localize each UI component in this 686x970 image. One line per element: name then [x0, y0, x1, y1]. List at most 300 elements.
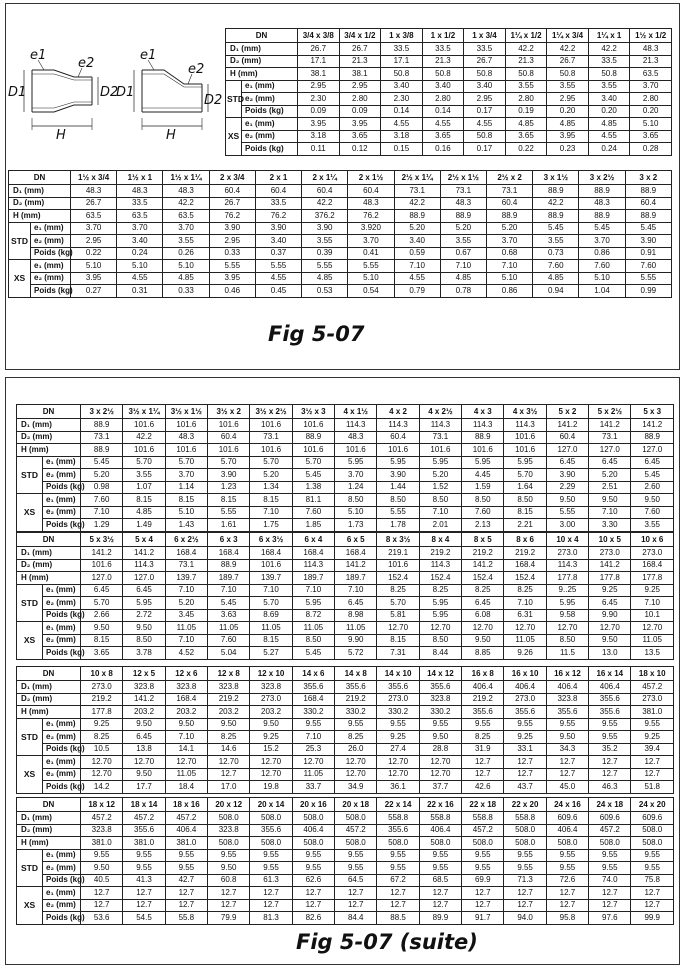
dn-header: DN — [17, 667, 81, 681]
table-cell: 76.2 — [255, 210, 301, 223]
table-cell: 508.0 — [250, 837, 292, 850]
table-cell: 3.55 — [440, 235, 486, 248]
table-cell: 8.50 — [504, 494, 546, 507]
table-cell: 8.50 — [335, 494, 377, 507]
table-row — [17, 481, 674, 494]
table-cell: 381.0 — [123, 837, 165, 850]
table-cell: 73.1 — [250, 431, 292, 444]
table-cell: 3.30 — [589, 519, 631, 532]
table-cell: 6.45 — [462, 597, 504, 610]
table-cell: 11.5 — [546, 647, 588, 660]
table-cell: 12.70 — [377, 768, 419, 781]
table-cell: 2.95 — [464, 93, 506, 106]
table-cell: 36.1 — [377, 781, 419, 794]
table-cell: 3.95 — [209, 272, 255, 285]
table-row — [17, 912, 674, 925]
table-cell: 114.3 — [462, 419, 504, 432]
dn-column-header: 2 x 1¼ — [302, 171, 348, 185]
e1-label: e1 — [140, 48, 157, 63]
table-cell: 3.70 — [165, 469, 207, 482]
table-cell: 12.7 — [589, 756, 631, 769]
table-cell: 12.7 — [462, 887, 504, 900]
table-cell: 9.25 — [631, 584, 674, 597]
table-cell: 88.9 — [440, 210, 486, 223]
dn-column-header: 10 x 8 — [81, 667, 123, 681]
table-cell: 152.4 — [462, 572, 504, 585]
dn-column-header: 18 x 16 — [165, 798, 207, 812]
table-cell: 114.3 — [335, 419, 377, 432]
table-cell: 0.09 — [298, 105, 340, 118]
table-cell: 2.29 — [546, 481, 588, 494]
table-cell: 8.50 — [292, 634, 334, 647]
table-cell: 7.10 — [335, 584, 377, 597]
table-cell: 6.45 — [123, 584, 165, 597]
dn-column-header: 2½ x 1½ — [440, 171, 486, 185]
table-cell: 114.3 — [419, 419, 461, 432]
table-cell: 101.6 — [335, 444, 377, 457]
table-cell: 5.55 — [546, 506, 588, 519]
table-cell: 27.4 — [377, 743, 419, 756]
dn-column-header: 18 x 12 — [81, 798, 123, 812]
table-cell: 2.66 — [81, 609, 123, 622]
dn-column-header: 2 x 1 — [255, 171, 301, 185]
table-cell: 3.55 — [631, 519, 674, 532]
table-cell: 9.55 — [504, 862, 546, 875]
table-cell: 8.15 — [504, 506, 546, 519]
table-cell: 101.6 — [462, 444, 504, 457]
table-cell: 26.7 — [298, 43, 340, 56]
table-cell: 6.45 — [335, 597, 377, 610]
table-cell: 609.6 — [589, 812, 631, 825]
table-cell: 7.10 — [165, 584, 207, 597]
table-cell: 127.0 — [123, 572, 165, 585]
table-cell: 4.45 — [462, 469, 504, 482]
dn-column-header: 12 x 10 — [250, 667, 292, 681]
table-cell: 6.45 — [631, 456, 674, 469]
table-cell: 2.21 — [504, 519, 546, 532]
table-cell: 37.7 — [419, 781, 461, 794]
table-cell: 73.1 — [440, 185, 486, 198]
table-cell: 88.9 — [81, 419, 123, 432]
dn-column-header: 22 x 20 — [504, 798, 546, 812]
row-label: Poids (kg) — [43, 609, 81, 622]
table-cell: 8.50 — [123, 634, 165, 647]
table-cell: 8.85 — [462, 647, 504, 660]
row-label: D₂ (mm) — [17, 559, 81, 572]
table-cell: 8.44 — [419, 647, 461, 660]
table-cell: 12.70 — [546, 622, 588, 635]
table-cell: 11.05 — [292, 622, 334, 635]
dn-header: DN — [17, 533, 81, 547]
table-cell: 8.50 — [419, 494, 461, 507]
table-cell: 12.7 — [165, 887, 207, 900]
table-cell: 33.1 — [504, 743, 546, 756]
group-label: XS — [17, 887, 43, 925]
table-cell: 9.50 — [81, 622, 123, 635]
dn-column-header: 1½ x 3/4 — [71, 171, 117, 185]
table-cell: 9.55 — [335, 718, 377, 731]
table-cell: 0.79 — [394, 285, 440, 298]
table-cell: 4.52 — [165, 647, 207, 660]
table-cell: 508.0 — [546, 837, 588, 850]
dn-column-header: 1 x 1/2 — [422, 29, 464, 43]
table-cell: 60.4 — [209, 185, 255, 198]
table-cell: 177.8 — [589, 572, 631, 585]
dn-column-header: 5 x 2 — [546, 405, 588, 419]
table-cell: 3.70 — [579, 235, 625, 248]
table-cell: 55.8 — [165, 912, 207, 925]
table-cell: 63.5 — [117, 210, 163, 223]
table-cell: 5.45 — [292, 469, 334, 482]
table-cell: 219.2 — [462, 547, 504, 560]
table-cell: 10.5 — [81, 743, 123, 756]
dn-column-header: 4 x 3½ — [504, 405, 546, 419]
table-cell: 0.78 — [440, 285, 486, 298]
dn-header: DN — [17, 405, 81, 419]
table-cell: 12.7 — [504, 768, 546, 781]
table-cell: 94.0 — [504, 912, 546, 925]
table-cell: 7.10 — [440, 260, 486, 273]
table-cell: 21.3 — [630, 55, 672, 68]
table-row — [17, 431, 674, 444]
dn-column-header: 8 x 3½ — [377, 533, 419, 547]
table-cell: 406.4 — [546, 824, 588, 837]
table-row — [9, 222, 672, 235]
table-row — [17, 681, 674, 694]
table-cell: 273.0 — [250, 693, 292, 706]
table-cell: 101.6 — [419, 444, 461, 457]
table-cell: 73.1 — [486, 185, 532, 198]
table-cell: 508.0 — [250, 812, 292, 825]
table-cell: 355.6 — [335, 681, 377, 694]
table-cell: 9.55 — [504, 849, 546, 862]
table-cell: 48.3 — [117, 185, 163, 198]
table-cell: 1.07 — [123, 481, 165, 494]
table-cell: 76.2 — [348, 210, 394, 223]
table-cell: 14.6 — [208, 743, 250, 756]
table-cell: 189.7 — [208, 572, 250, 585]
table-cell: 3.95 — [339, 118, 381, 131]
group-label: STD — [9, 222, 31, 260]
table-cell: 7.60 — [208, 634, 250, 647]
table-cell: 12.7 — [208, 768, 250, 781]
table-cell: 406.4 — [292, 824, 334, 837]
table-cell: 508.0 — [419, 837, 461, 850]
table-cell: 273.0 — [631, 547, 674, 560]
table-cell: 10.1 — [631, 609, 674, 622]
table-cell: 114.3 — [419, 559, 461, 572]
dn-column-header: 1½ x 1/2 — [630, 29, 672, 43]
dn-column-header: 4 x 3 — [462, 405, 504, 419]
table-cell: 323.8 — [250, 681, 292, 694]
table-cell: 50.8 — [381, 68, 423, 81]
table-cell: 12.7 — [292, 887, 334, 900]
table-cell: 7.10 — [208, 584, 250, 597]
table-cell: 12.7 — [589, 768, 631, 781]
table-cell: 5.10 — [579, 272, 625, 285]
table-cell: 12.7 — [419, 899, 461, 912]
table-cell: 33.7 — [292, 781, 334, 794]
table-cell: 3.65 — [81, 647, 123, 660]
table-cell: 48.3 — [440, 197, 486, 210]
table-cell: 79.9 — [208, 912, 250, 925]
table-cell: 323.8 — [208, 824, 250, 837]
table-cell: 141.2 — [631, 419, 674, 432]
table-cell: 9.55 — [250, 862, 292, 875]
table-row — [17, 609, 674, 622]
table-cell: 8.98 — [335, 609, 377, 622]
table-cell: 33.5 — [464, 43, 506, 56]
row-label: H (mm) — [17, 706, 81, 719]
table-cell: 17.0 — [208, 781, 250, 794]
table-cell: 88.9 — [81, 444, 123, 457]
table-cell: 9.25 — [631, 731, 674, 744]
table-cell: 73.1 — [394, 185, 440, 198]
table-cell: 9.55 — [631, 862, 674, 875]
table-cell: 0.20 — [630, 105, 672, 118]
table-cell: 355.6 — [462, 706, 504, 719]
table-cell: 9.55 — [419, 718, 461, 731]
row-label: H (mm) — [17, 444, 81, 457]
table-row — [226, 43, 672, 56]
table-cell: 12.70 — [631, 622, 674, 635]
table-cell: 9.55 — [165, 862, 207, 875]
table-cell: 81.1 — [292, 494, 334, 507]
table-cell: 101.6 — [208, 444, 250, 457]
table-cell: 141.2 — [589, 419, 631, 432]
table-cell: 8.50 — [546, 634, 588, 647]
table-cell: 4.55 — [394, 272, 440, 285]
table-cell: 3.63 — [208, 609, 250, 622]
table-cell: 141.2 — [335, 559, 377, 572]
table-cell: 5.10 — [630, 118, 672, 131]
table-cell: 3.55 — [547, 80, 589, 93]
table-cell: 0.19 — [505, 105, 547, 118]
row-label: Poids (kg) — [242, 143, 298, 156]
table-cell: 0.11 — [298, 143, 340, 156]
table-row — [226, 55, 672, 68]
table-row — [17, 849, 674, 862]
table-cell: 54.5 — [123, 912, 165, 925]
row-label: Poids (kg) — [43, 519, 81, 532]
table-cell: 114.3 — [504, 419, 546, 432]
table-cell: 0.73 — [533, 247, 579, 260]
table-cell: 41.3 — [123, 874, 165, 887]
table-cell: 168.4 — [208, 547, 250, 560]
dn-column-header: 5 x 3 — [631, 405, 674, 419]
table-cell: 355.6 — [123, 824, 165, 837]
table-cell: 4.85 — [440, 272, 486, 285]
table-header-row — [17, 667, 674, 681]
table-cell: 9.50 — [208, 718, 250, 731]
table-cell: 168.4 — [292, 693, 334, 706]
table-cell: 88.9 — [579, 185, 625, 198]
table-row — [17, 634, 674, 647]
table-cell: 5.95 — [377, 456, 419, 469]
table-cell: 3.65 — [339, 130, 381, 143]
dn-column-header: 4 x 2 — [377, 405, 419, 419]
table-cell: 5.45 — [208, 597, 250, 610]
table-cell: 9.55 — [589, 731, 631, 744]
dn-column-header: 3½ x 1¼ — [123, 405, 165, 419]
table-cell: 3.70 — [71, 222, 117, 235]
table-cell: 141.2 — [123, 693, 165, 706]
table-cell: 9.55 — [123, 862, 165, 875]
table-row — [9, 185, 672, 198]
table-cell: 1.38 — [292, 481, 334, 494]
table-cell: 5.70 — [81, 597, 123, 610]
table-cell: 7.10 — [81, 506, 123, 519]
table-cell: 0.37 — [255, 247, 301, 260]
table-cell: 3.40 — [255, 235, 301, 248]
table-cell: 609.6 — [546, 812, 588, 825]
h-label: H — [166, 128, 176, 143]
table-cell: 88.9 — [625, 185, 671, 198]
table-cell: 42.2 — [163, 197, 209, 210]
table-cell: 457.2 — [335, 824, 377, 837]
table-cell: 12.7 — [462, 768, 504, 781]
table-cell: 114.3 — [377, 419, 419, 432]
table-cell: 101.6 — [208, 419, 250, 432]
table-cell: 13.5 — [631, 647, 674, 660]
dn-column-header: 16 x 14 — [589, 667, 631, 681]
table-row — [226, 130, 672, 143]
table-cell: 5.10 — [165, 506, 207, 519]
table-cell: 168.4 — [165, 693, 207, 706]
table-cell: 9.25 — [589, 584, 631, 597]
table-cell: 21.3 — [505, 55, 547, 68]
table-cell: 5.95 — [419, 609, 461, 622]
table-cell: 355.6 — [589, 706, 631, 719]
table-cell: 355.6 — [377, 824, 419, 837]
table-cell: 82.6 — [292, 912, 334, 925]
table-header-row — [17, 798, 674, 812]
e1-label: e1 — [30, 48, 47, 63]
table-cell: 355.6 — [377, 681, 419, 694]
table-cell: 9.55 — [462, 849, 504, 862]
table-cell: 9.25 — [81, 718, 123, 731]
table-cell: 43.7 — [504, 781, 546, 794]
table-cell: 12.7 — [208, 899, 250, 912]
table-cell: 8.25 — [377, 584, 419, 597]
dn-column-header: 3 x 2 — [625, 171, 671, 185]
table-cell: 5.55 — [625, 272, 671, 285]
table-cell: 558.8 — [377, 812, 419, 825]
table-cell: 71.3 — [504, 874, 546, 887]
table-cell: 219.2 — [81, 693, 123, 706]
table-cell: 12.7 — [123, 887, 165, 900]
table-cell: 3.55 — [302, 235, 348, 248]
table-cell: 127.0 — [631, 444, 674, 457]
table-cell: 5.55 — [377, 506, 419, 519]
table-cell: 1.75 — [250, 519, 292, 532]
table-cell: 3.78 — [123, 647, 165, 660]
table-row — [17, 837, 674, 850]
table-row — [17, 693, 674, 706]
table-cell: 219.2 — [462, 693, 504, 706]
table-cell: 48.3 — [71, 185, 117, 198]
table-cell: 42.2 — [533, 197, 579, 210]
table-cell: 9.55 — [292, 862, 334, 875]
row-label: e₁ (mm) — [43, 756, 81, 769]
dn-column-header: 22 x 14 — [377, 798, 419, 812]
dn-column-header: 6 x 3 — [208, 533, 250, 547]
table-cell: 381.0 — [631, 706, 674, 719]
table-cell: 3.90 — [625, 235, 671, 248]
table-cell: 60.4 — [486, 197, 532, 210]
table-cell: 9.90 — [335, 634, 377, 647]
table-cell: 11.05 — [504, 634, 546, 647]
table-cell: 168.4 — [250, 547, 292, 560]
table-cell: 219.1 — [377, 547, 419, 560]
dn-column-header: 20 x 12 — [208, 798, 250, 812]
table-cell: 9.55 — [165, 849, 207, 862]
table-cell: 0.33 — [163, 285, 209, 298]
table-cell: 88.9 — [579, 210, 625, 223]
table-row — [17, 456, 674, 469]
table-cell: 4.55 — [381, 118, 423, 131]
table-cell: 1.59 — [462, 481, 504, 494]
table-cell: 67.2 — [377, 874, 419, 887]
table-cell: 3.70 — [163, 222, 209, 235]
row-label: Poids (kg) — [43, 481, 81, 494]
table-cell: 9.55 — [589, 862, 631, 875]
table-cell: 1.14 — [165, 481, 207, 494]
dn-column-header: 6 x 3½ — [250, 533, 292, 547]
table-cell: 141.2 — [589, 559, 631, 572]
table-cell: 0.17 — [464, 105, 506, 118]
table-row — [17, 887, 674, 900]
row-label: H (mm) — [17, 572, 81, 585]
table-cell: 6.45 — [589, 597, 631, 610]
row-label: D₂ (mm) — [17, 431, 81, 444]
table-cell: 97.6 — [589, 912, 631, 925]
table-cell: 1.49 — [123, 519, 165, 532]
table-cell: 2.95 — [209, 235, 255, 248]
table-cell: 26.7 — [547, 55, 589, 68]
table-cell: 34.3 — [546, 743, 588, 756]
table-cell: 0.53 — [302, 285, 348, 298]
table-cell: 11.05 — [250, 622, 292, 635]
table-cell: 0.94 — [533, 285, 579, 298]
row-label: e₁ (mm) — [43, 622, 81, 635]
table-header-row — [17, 405, 674, 419]
row-label: Poids (kg) — [43, 743, 81, 756]
table-cell: 7.10 — [631, 597, 674, 610]
dn-column-header: 3½ x 1½ — [165, 405, 207, 419]
table-cell: 508.0 — [208, 812, 250, 825]
table-cell: 33.5 — [255, 197, 301, 210]
table-cell: 8.15 — [165, 494, 207, 507]
table-cell: 330.2 — [377, 706, 419, 719]
table-cell: 12.7 — [546, 768, 588, 781]
table-cell: 88.9 — [486, 210, 532, 223]
table-cell: 273.0 — [589, 547, 631, 560]
table-cell: 12.7 — [504, 899, 546, 912]
dn-column-header: 3 x 1½ — [533, 171, 579, 185]
table-cell: 3.40 — [422, 80, 464, 93]
e2-label: e2 — [78, 56, 95, 71]
table-cell: 5.10 — [335, 506, 377, 519]
table-cell: 12.7 — [631, 756, 674, 769]
row-label: e₁ (mm) — [43, 849, 81, 862]
table-cell: 64.5 — [335, 874, 377, 887]
table-cell: 3.00 — [546, 519, 588, 532]
table-cell: 508.0 — [292, 812, 334, 825]
table-cell: 273.0 — [631, 693, 674, 706]
table-cell: 31.9 — [462, 743, 504, 756]
table-row — [17, 506, 674, 519]
